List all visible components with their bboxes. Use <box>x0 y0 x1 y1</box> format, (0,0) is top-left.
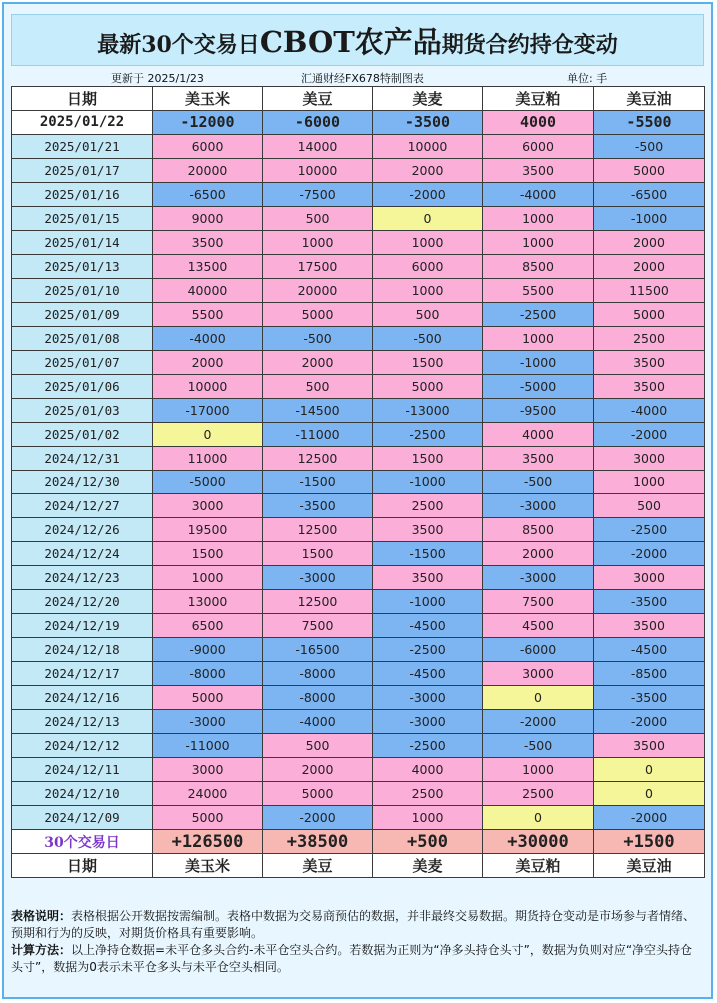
value-cell: -4500 <box>373 614 483 638</box>
value-cell: 10000 <box>263 158 373 182</box>
column-footer: 美麦 <box>373 854 483 878</box>
calc-text: 以上净持仓数据=未平仓多头合约-未平仓空头合约。若数据为正则为“净多头持仓头寸”，数据为负则对应“净空头持仓头寸”，数据为0表示未平仓多头与未平仓空头相同。 <box>11 943 693 974</box>
column-footer: 美玉米 <box>153 854 263 878</box>
value-cell: 4000 <box>373 758 483 782</box>
value-cell: 5000 <box>594 158 705 182</box>
table-row <box>12 182 705 206</box>
value-cell: -6500 <box>153 182 263 206</box>
value-cell: 7500 <box>483 590 594 614</box>
date-cell: 2024/12/09 <box>12 806 153 830</box>
value-cell: 500 <box>263 734 373 758</box>
value-cell: -2000 <box>594 806 705 830</box>
value-cell: -2000 <box>594 422 705 446</box>
value-cell: -3500 <box>263 494 373 518</box>
table-description <box>11 908 704 941</box>
value-cell: 3500 <box>153 230 263 254</box>
value-cell: 17500 <box>263 254 373 278</box>
value-cell: 1000 <box>263 230 373 254</box>
value-cell: 19500 <box>153 518 263 542</box>
total-value: +126500 <box>153 830 263 854</box>
value-cell: -4000 <box>153 326 263 350</box>
value-cell: -5000 <box>153 470 263 494</box>
value-cell: 3500 <box>594 734 705 758</box>
value-cell: 3500 <box>373 518 483 542</box>
value-cell: -3000 <box>373 710 483 734</box>
value-cell: 5000 <box>373 374 483 398</box>
table-row <box>12 686 705 710</box>
table-row <box>12 350 705 374</box>
value-cell: -1000 <box>483 350 594 374</box>
total-value: +1500 <box>594 830 705 854</box>
value-cell: 12500 <box>263 446 373 470</box>
value-cell: 1000 <box>594 470 705 494</box>
value-cell: -2000 <box>483 710 594 734</box>
value-cell: -12000 <box>153 110 263 134</box>
table-row <box>12 230 705 254</box>
value-cell: -1000 <box>373 470 483 494</box>
value-cell: 5000 <box>153 686 263 710</box>
value-cell: -3000 <box>153 710 263 734</box>
description-text: 表格根据公开数据按需编制。表格中数据为交易商预估的数据，并非最终交易数据。期货持仓变动是市场参与者情绪、预期和行为的反映，对期货价格具有重要影响。 <box>11 909 696 940</box>
table-row <box>12 374 705 398</box>
table-row <box>12 326 705 350</box>
value-cell: 1000 <box>373 278 483 302</box>
value-cell: 3500 <box>594 614 705 638</box>
date-cell: 2025/01/08 <box>12 326 153 350</box>
value-cell: 1500 <box>153 542 263 566</box>
table-row <box>12 638 705 662</box>
positions-table <box>11 86 705 878</box>
value-cell: -8500 <box>594 662 705 686</box>
value-cell: 1500 <box>373 446 483 470</box>
value-cell: -6000 <box>483 638 594 662</box>
value-cell: -2500 <box>373 422 483 446</box>
value-cell: -4500 <box>594 638 705 662</box>
value-cell: 5000 <box>594 302 705 326</box>
date-cell: 2024/12/27 <box>12 494 153 518</box>
value-cell: 1500 <box>263 542 373 566</box>
value-cell: -1000 <box>594 206 705 230</box>
value-cell: -2000 <box>594 710 705 734</box>
table-row <box>12 806 705 830</box>
value-cell: -2500 <box>373 734 483 758</box>
value-cell: -4000 <box>483 182 594 206</box>
date-cell: 2024/12/18 <box>12 638 153 662</box>
value-cell: -8000 <box>153 662 263 686</box>
value-cell: 1500 <box>373 350 483 374</box>
value-cell: -11000 <box>263 422 373 446</box>
date-cell: 2024/12/12 <box>12 734 153 758</box>
value-cell: 0 <box>594 758 705 782</box>
value-cell: -3500 <box>594 590 705 614</box>
value-cell: -4000 <box>594 398 705 422</box>
value-cell: 2000 <box>594 230 705 254</box>
title-banner <box>11 14 704 66</box>
value-cell: -8000 <box>263 686 373 710</box>
value-cell: 3500 <box>373 566 483 590</box>
value-cell: -16500 <box>263 638 373 662</box>
date-cell: 2025/01/07 <box>12 350 153 374</box>
value-cell: -5000 <box>483 374 594 398</box>
value-cell: 2500 <box>373 782 483 806</box>
value-cell: 11500 <box>594 278 705 302</box>
meta-bar <box>11 68 704 86</box>
value-cell: 3000 <box>153 758 263 782</box>
total-row <box>12 830 705 854</box>
value-cell: -3000 <box>263 566 373 590</box>
table-row <box>12 278 705 302</box>
update-date: 更新于 2025/1/23 <box>111 72 204 85</box>
value-cell: 3000 <box>594 446 705 470</box>
value-cell: 0 <box>483 686 594 710</box>
value-cell: -1000 <box>373 590 483 614</box>
date-cell: 2025/01/10 <box>12 278 153 302</box>
value-cell: -500 <box>483 734 594 758</box>
value-cell: 13500 <box>153 254 263 278</box>
date-cell: 2024/12/23 <box>12 566 153 590</box>
date-cell: 2025/01/13 <box>12 254 153 278</box>
date-cell: 2025/01/02 <box>12 422 153 446</box>
value-cell: 5000 <box>263 302 373 326</box>
value-cell: 1000 <box>373 230 483 254</box>
value-cell: 3500 <box>594 350 705 374</box>
value-cell: -11000 <box>153 734 263 758</box>
date-cell: 2024/12/19 <box>12 614 153 638</box>
value-cell: 2000 <box>153 350 263 374</box>
calc-method <box>11 942 704 975</box>
date-cell: 2025/01/06 <box>12 374 153 398</box>
date-cell: 2025/01/15 <box>12 206 153 230</box>
value-cell: -500 <box>483 470 594 494</box>
column-footer: 美豆油 <box>594 854 705 878</box>
value-cell: 2000 <box>483 542 594 566</box>
date-cell: 2024/12/13 <box>12 710 153 734</box>
value-cell: -14500 <box>263 398 373 422</box>
latest-row <box>12 110 705 134</box>
total-label: 30个交易日 <box>12 830 153 854</box>
title-brand: CBOT农产品 <box>259 24 442 59</box>
table-row <box>12 494 705 518</box>
value-cell: 500 <box>373 302 483 326</box>
date-cell: 2024/12/24 <box>12 542 153 566</box>
date-cell: 2024/12/17 <box>12 662 153 686</box>
value-cell: -6000 <box>263 110 373 134</box>
date-cell: 2025/01/22 <box>12 110 153 134</box>
total-value: +38500 <box>263 830 373 854</box>
description-label: 表格说明： <box>11 909 72 923</box>
value-cell: -3500 <box>373 110 483 134</box>
date-cell: 2024/12/16 <box>12 686 153 710</box>
value-cell: 12500 <box>263 590 373 614</box>
table-row <box>12 782 705 806</box>
value-cell: -500 <box>594 134 705 158</box>
value-cell: -9000 <box>153 638 263 662</box>
value-cell: 5000 <box>153 806 263 830</box>
table-row <box>12 446 705 470</box>
value-cell: 12500 <box>263 518 373 542</box>
value-cell: 0 <box>373 206 483 230</box>
chart-title <box>97 20 618 61</box>
value-cell: 500 <box>594 494 705 518</box>
value-cell: -2000 <box>263 806 373 830</box>
date-cell: 2025/01/17 <box>12 158 153 182</box>
header-row <box>12 87 705 111</box>
value-cell: -2500 <box>594 518 705 542</box>
value-cell: 500 <box>263 374 373 398</box>
value-cell: -8000 <box>263 662 373 686</box>
value-cell: 2500 <box>373 494 483 518</box>
value-cell: 0 <box>594 782 705 806</box>
value-cell: -4500 <box>373 662 483 686</box>
column-header: 美豆油 <box>594 87 705 111</box>
value-cell: 2000 <box>594 254 705 278</box>
date-cell: 2024/12/26 <box>12 518 153 542</box>
value-cell: 4000 <box>483 110 594 134</box>
column-footer: 日期 <box>12 854 153 878</box>
value-cell: 3500 <box>594 374 705 398</box>
value-cell: 24000 <box>153 782 263 806</box>
value-cell: 1000 <box>483 326 594 350</box>
column-header: 美豆粕 <box>483 87 594 111</box>
value-cell: -1500 <box>263 470 373 494</box>
table-row <box>12 254 705 278</box>
value-cell: 8500 <box>483 518 594 542</box>
value-cell: -3000 <box>483 566 594 590</box>
value-cell: 5500 <box>483 278 594 302</box>
value-cell: 2500 <box>594 326 705 350</box>
value-cell: -7500 <box>263 182 373 206</box>
calc-label: 计算方法： <box>11 943 72 957</box>
table-row <box>12 398 705 422</box>
column-footer: 美豆 <box>263 854 373 878</box>
value-cell: 3500 <box>483 446 594 470</box>
value-cell: -9500 <box>483 398 594 422</box>
title-suffix: 期货合约持仓变动 <box>441 31 618 58</box>
value-cell: -4000 <box>263 710 373 734</box>
value-cell: -2000 <box>373 182 483 206</box>
source-label: 汇通财经FX678特制图表 <box>301 72 424 85</box>
value-cell: 11000 <box>153 446 263 470</box>
value-cell: -2500 <box>483 302 594 326</box>
date-cell: 2025/01/03 <box>12 398 153 422</box>
value-cell: 2000 <box>373 158 483 182</box>
table-row <box>12 518 705 542</box>
footer-row <box>12 854 705 878</box>
column-header: 美麦 <box>373 87 483 111</box>
value-cell: -3000 <box>483 494 594 518</box>
table-row <box>12 614 705 638</box>
value-cell: 1000 <box>373 806 483 830</box>
value-cell: 5500 <box>153 302 263 326</box>
column-footer: 美豆粕 <box>483 854 594 878</box>
column-header: 美豆 <box>263 87 373 111</box>
value-cell: 9000 <box>153 206 263 230</box>
value-cell: 13000 <box>153 590 263 614</box>
value-cell: 0 <box>483 806 594 830</box>
total-value: +30000 <box>483 830 594 854</box>
value-cell: -3000 <box>373 686 483 710</box>
value-cell: 8500 <box>483 254 594 278</box>
table-row <box>12 206 705 230</box>
value-cell: -500 <box>373 326 483 350</box>
value-cell: -1500 <box>373 542 483 566</box>
value-cell: 3000 <box>153 494 263 518</box>
value-cell: 6000 <box>153 134 263 158</box>
table-row <box>12 566 705 590</box>
value-cell: 14000 <box>263 134 373 158</box>
value-cell: 0 <box>153 422 263 446</box>
table-row <box>12 710 705 734</box>
value-cell: 4500 <box>483 614 594 638</box>
date-cell: 2024/12/11 <box>12 758 153 782</box>
value-cell: 5000 <box>263 782 373 806</box>
value-cell: -5500 <box>594 110 705 134</box>
table-row <box>12 758 705 782</box>
value-cell: 3000 <box>483 662 594 686</box>
date-cell: 2024/12/30 <box>12 470 153 494</box>
value-cell: 1000 <box>483 758 594 782</box>
value-cell: -17000 <box>153 398 263 422</box>
value-cell: 4000 <box>483 422 594 446</box>
value-cell: 3000 <box>594 566 705 590</box>
table-row <box>12 590 705 614</box>
value-cell: 3500 <box>483 158 594 182</box>
value-cell: -2500 <box>373 638 483 662</box>
value-cell: -500 <box>263 326 373 350</box>
title-prefix: 最新30个交易日 <box>97 31 260 58</box>
table-row <box>12 734 705 758</box>
value-cell: 2000 <box>263 758 373 782</box>
date-cell: 2025/01/16 <box>12 182 153 206</box>
date-cell: 2024/12/10 <box>12 782 153 806</box>
column-header: 美玉米 <box>153 87 263 111</box>
value-cell: 2000 <box>263 350 373 374</box>
table-row <box>12 302 705 326</box>
value-cell: 1000 <box>483 230 594 254</box>
value-cell: 6000 <box>373 254 483 278</box>
table-row <box>12 158 705 182</box>
date-cell: 2024/12/31 <box>12 446 153 470</box>
value-cell: -3500 <box>594 686 705 710</box>
table-row <box>12 470 705 494</box>
value-cell: 20000 <box>153 158 263 182</box>
table-row <box>12 542 705 566</box>
unit-label: 单位: 手 <box>567 72 608 85</box>
date-cell: 2025/01/14 <box>12 230 153 254</box>
value-cell: 6000 <box>483 134 594 158</box>
table-row <box>12 422 705 446</box>
total-value: +500 <box>373 830 483 854</box>
value-cell: 6500 <box>153 614 263 638</box>
date-cell: 2025/01/09 <box>12 302 153 326</box>
notes-section <box>11 908 704 976</box>
value-cell: -13000 <box>373 398 483 422</box>
column-header: 日期 <box>12 87 153 111</box>
value-cell: 2500 <box>483 782 594 806</box>
value-cell: 10000 <box>153 374 263 398</box>
date-cell: 2024/12/20 <box>12 590 153 614</box>
table-row <box>12 662 705 686</box>
value-cell: -6500 <box>594 182 705 206</box>
value-cell: 1000 <box>153 566 263 590</box>
value-cell: 10000 <box>373 134 483 158</box>
value-cell: 7500 <box>263 614 373 638</box>
table-row <box>12 134 705 158</box>
value-cell: 500 <box>263 206 373 230</box>
date-cell: 2025/01/21 <box>12 134 153 158</box>
value-cell: 20000 <box>263 278 373 302</box>
value-cell: 40000 <box>153 278 263 302</box>
value-cell: 1000 <box>483 206 594 230</box>
value-cell: -2000 <box>594 542 705 566</box>
